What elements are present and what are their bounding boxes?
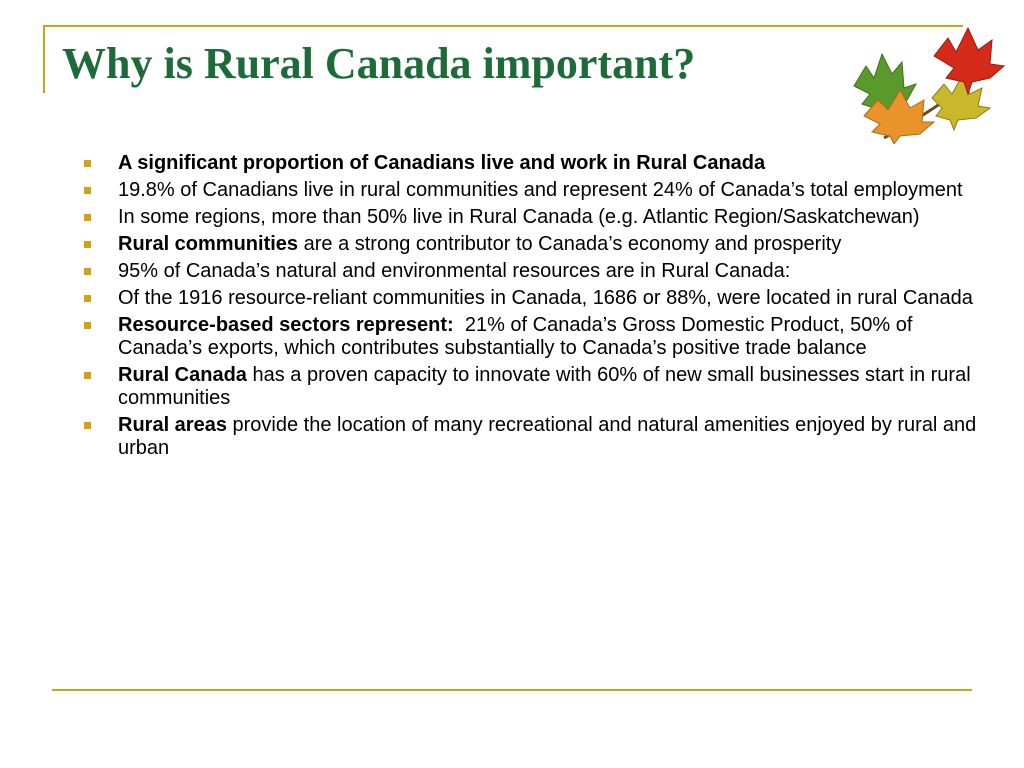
bullet-bold-text: Rural communities [118,233,299,255]
bullet-bold-text: Rural Canada [118,364,247,386]
square-bullet-icon [84,214,91,221]
bullet-item [80,314,980,360]
bullet-text: 19.8% of Canadians live in rural communities and represent 24% of Canada’s total employment [118,179,963,201]
bullet-bold-text: Resource-based sectors represent: [118,314,454,336]
square-bullet-icon [84,187,91,194]
bullet-text: 95% of Canada’s natural and environmental resources are in Rural Canada: [118,260,791,282]
bullet-text: has a proven capacity to innovate with 60% of new small businesses start in rural communities [118,364,971,409]
bullet-item [80,364,980,410]
square-bullet-icon [84,268,91,275]
square-bullet-icon [84,372,91,379]
bullet-item [80,152,980,175]
bullet-text: are a strong contributor to Canada’s economy and prosperity [298,233,842,255]
bullet-text: provide the location of many recreational and natural amenities enjoyed by rural and urban [118,414,977,459]
bullet-text: 21% of Canada’s Gross Domestic Product, 50% of Canada’s exports, which contributes substantially to Canada’s positive trade balance [118,314,919,359]
bullet-bold-text: A significant proportion of Canadians live and work in Rural Canada [118,152,766,174]
bottom-border-line [52,689,972,691]
bullet-item [80,233,980,256]
bullet-item [80,287,980,310]
top-border-line [43,25,963,27]
yellow-maple-leaf-icon [932,76,990,130]
square-bullet-icon [84,241,91,248]
bullet-text: Of the 1916 resource-reliant communities in Canada, 1686 or 88%, were located in rural Canada [118,287,973,309]
square-bullet-icon [84,322,91,329]
slide-title: Why is Rural Canada important? [62,39,696,88]
bullet-item [80,414,980,460]
bullet-item [80,179,980,202]
bullet-text: In some regions, more than 50% live in Rural Canada (e.g. Atlantic Region/Saskatchewan) [118,206,920,228]
square-bullet-icon [84,422,91,429]
bullet-list [80,152,980,464]
bullet-item [80,206,980,229]
square-bullet-icon [84,295,91,302]
bullet-item [80,260,980,283]
maple-leaves-image [844,26,1006,144]
left-border-line [43,25,45,93]
square-bullet-icon [84,160,91,167]
bullet-bold-text: Rural areas [118,414,227,436]
